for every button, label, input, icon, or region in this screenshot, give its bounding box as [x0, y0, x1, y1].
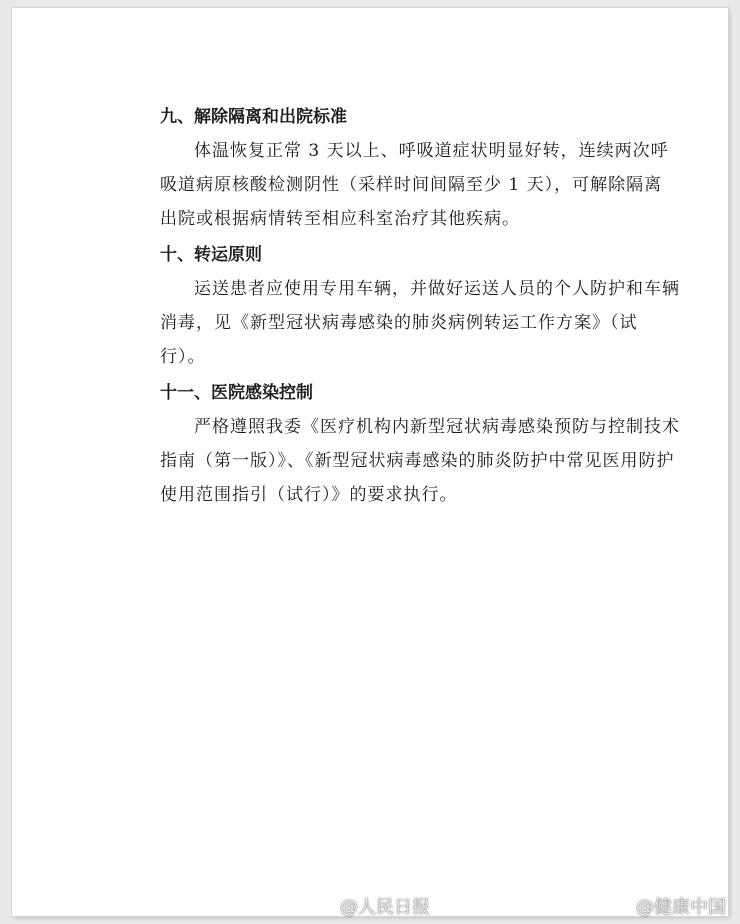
section-discharge-criteria: [160, 100, 680, 236]
section-infection-control: [160, 376, 680, 512]
section-heading: 十一、医院感染控制: [160, 383, 313, 403]
watermark-left-text: @人民日报: [340, 897, 430, 918]
section-body: 严格遵照我委《医疗机构内新型冠状病毒感染预防与控制技术指南（第一版）》、《新型冠状病毒感染的肺炎防护中常见医用防护使用范围指引（试行）》的要求执行。: [160, 417, 680, 505]
watermark-right-text: @健康中国: [636, 897, 726, 918]
weibo-icon: [608, 896, 632, 916]
section-transport-principles: [160, 238, 680, 374]
document-page: [12, 8, 728, 916]
weibo-icon: [312, 896, 336, 916]
section-heading: 九、解除隔离和出院标准: [160, 107, 347, 127]
section-heading: 十、转运原则: [160, 245, 262, 265]
document-content: [160, 100, 680, 514]
watermark-left: [312, 892, 430, 920]
section-body: 体温恢复正常 3 天以上、呼吸道症状明显好转，连续两次呼吸道病原核酸检测阴性（采样时间间隔至少 1 天），可解除隔离出院或根据病情转至相应科室治疗其他疾病。: [160, 141, 669, 229]
watermark-right: [608, 892, 726, 920]
section-body: 运送患者应使用专用车辆，并做好运送人员的个人防护和车辆消毒，见《新型冠状病毒感染的肺炎病例转运工作方案》（试行）。: [160, 279, 680, 367]
